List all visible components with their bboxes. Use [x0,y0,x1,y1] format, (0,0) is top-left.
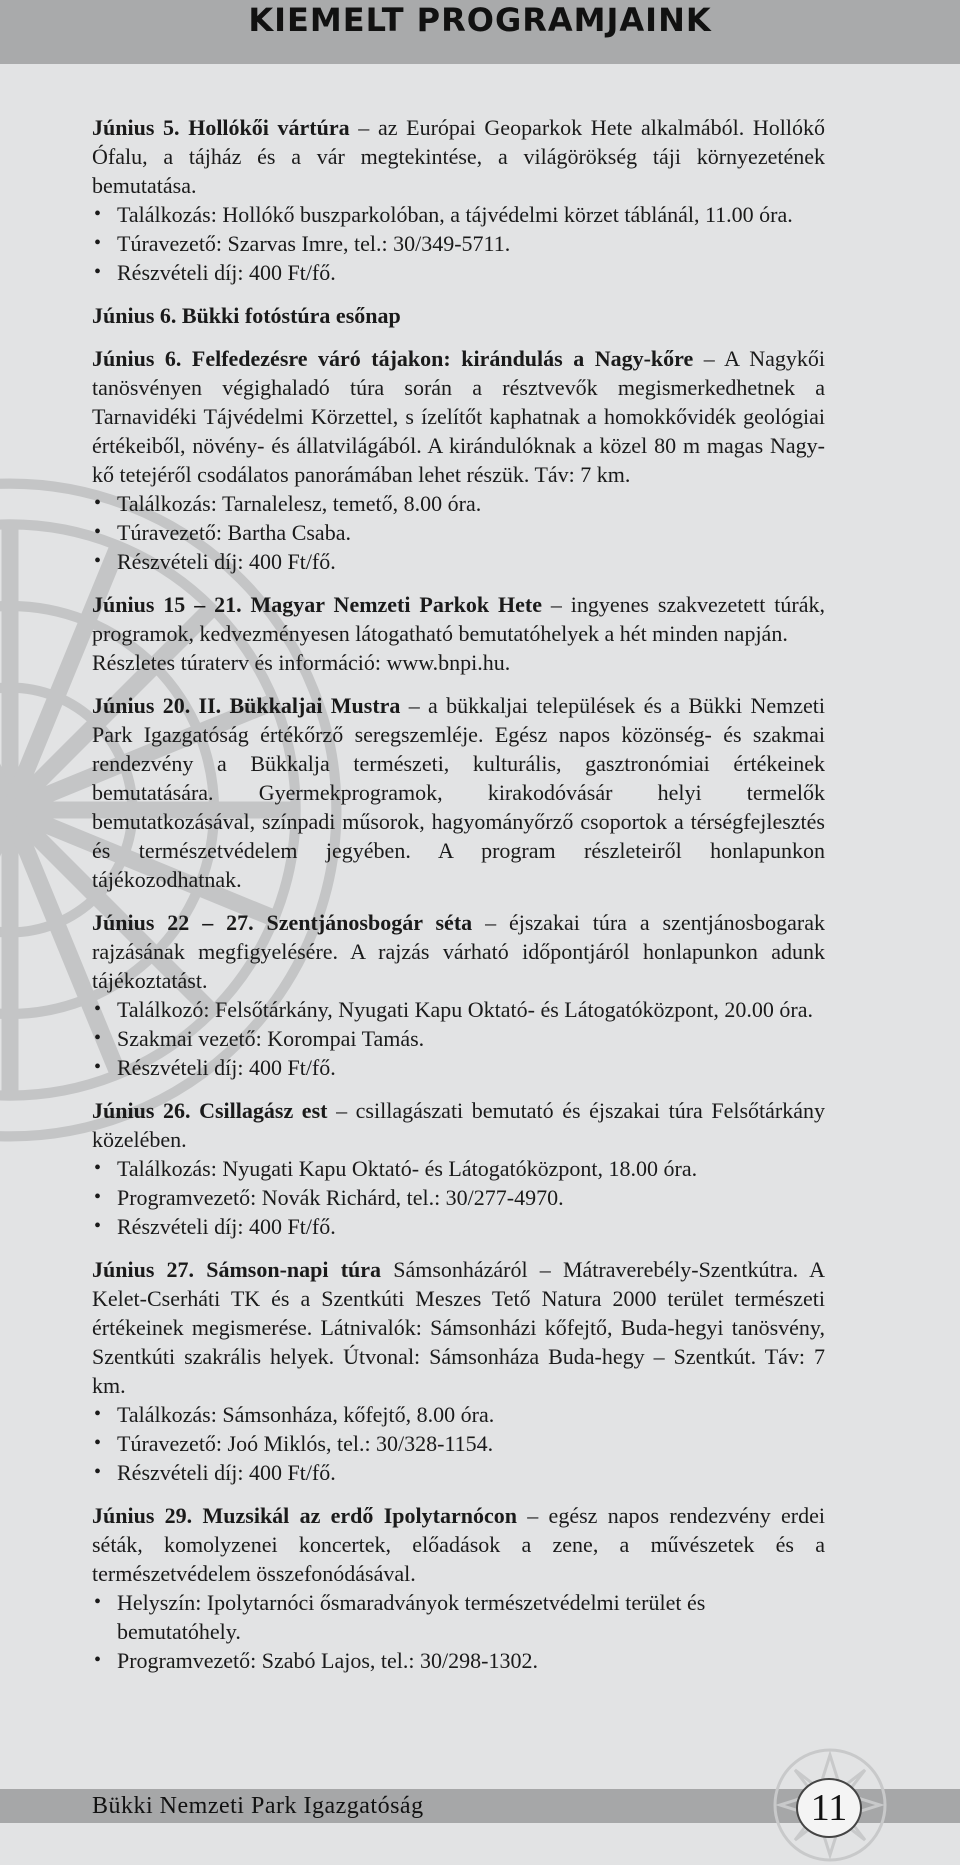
program-entry [92,590,825,677]
program-details [92,995,825,1082]
program-title: Csillagász est [199,1098,328,1123]
detail-item: • Találkozó: Felsőtárkány, Nyugati Kapu Oktató- és Látogatóközpont, 20.00 óra. [92,995,825,1024]
detail-item: • Túravezető: Szarvas Imre, tel.: 30/349-5711. [92,229,825,258]
footer-organization: Bükki Nemzeti Park Igazgatóság [92,1793,424,1819]
program-title: Felfedezésre váró tájakon: kirándulás a Nagy-kőre [191,346,694,371]
program-list [92,113,825,1689]
program-text: – a bükkaljai települések és a Bükki Nemzeti Park Igazgatóság értékőrző seregszemléje. Egész napos közönség- és szakmai rendezvény a Bükkalja természeti, kulturális, gasztronómiai értékeinek bemutatására. Gyermekprogramok, kirakodóvásár helyi termelők bemutatkozásával, színpadi műsorok, hagyományőrző csoportok a térségfejlesztés és természetvédelem jegyében. A program részleteiről honlapunkon tájékozodhatnak. [92,693,825,892]
program-title: Hollókői vártúra [188,115,350,140]
detail-item: • Találkozás: Nyugati Kapu Oktató- és Látogatóközpont, 18.00 óra. [92,1154,825,1183]
program-entry [92,908,825,1082]
program-entry [92,1501,825,1675]
program-description [92,908,825,995]
program-details [92,1588,825,1675]
detail-item: • Részvételi díj: 400 Ft/fő. [92,1053,825,1082]
program-entry [92,344,825,576]
program-title: Muzsikál az erdő Ipolytarnócon [202,1503,517,1528]
program-entry [92,113,825,287]
program-date: Június 26. [92,1098,191,1123]
program-date: Június 6. [92,346,182,371]
detail-item: • Programvezető: Szabó Lajos, tel.: 30/298-1302. [92,1646,825,1675]
program-text: – ingyenes szakvezetett túrák, programok, kedvezményesen látogatható bemutatóhelyek a hét minden napján. [92,592,825,646]
program-text: – csillagászati bemutató és éjszakai túra Felsőtárkány közelében. [92,1098,826,1152]
page-number: 11 [796,1778,862,1838]
detail-item: • Szakmai vezető: Korompai Tamás. [92,1024,825,1053]
detail-item: • Túravezető: Joó Miklós, tel.: 30/328-1154. [92,1429,825,1458]
program-date: Június 29. [92,1503,193,1528]
program-entry [92,301,825,330]
program-date: Június 22 – 27. [92,910,254,935]
detail-item: • Találkozás: Sámsonháza, kőfejtő, 8.00 óra. [92,1400,825,1429]
program-title: II. Bükkaljai Mustra [198,693,401,718]
program-info-link: Részletes túraterv és információ: www.bnpi.hu. [92,650,511,675]
program-title: Magyar Nemzeti Parkok Hete [250,592,542,617]
program-text: – A Nagykői tanösvényen végighaladó túra során a résztvevők megismerkedhetnek a Tarnavidéki Tájvédelmi Körzettel, s ízelítőt kaphatnak a homokkővidék geológiai értékeiből, növény- és állatvilágából. A kirándulóknak a közel 80 m magas Nagy-kő tetejéről csodálatos panorámában lehet részük. Táv: 7 km. [92,346,826,487]
program-text: – éjszakai túra a szentjánosbogarak rajzásának megfigyelésére. A rajzás várható időpontjáról honlapunkon adunk tájékoztatást. [92,910,826,993]
program-details [92,1400,825,1487]
program-text: Sámsonházáról – Mátraverebély-Szentkútra. A Kelet-Cserháti TK és a Szentkúti Meszes Tető Natura 2000 terület természeti értékeinek megismerése. Látnivalók: Sámsonházi kőfejtő, Buda-hegyi tanösvény, Szentkúti szakrális helyek. Útvonal: Sámsonháza Buda-hegy – Szentkút. Táv: 7 km. [92,1257,826,1398]
program-date: Június 6. [92,303,177,328]
program-description [92,301,825,330]
program-description [92,1501,825,1588]
detail-item: • Részvételi díj: 400 Ft/fő. [92,1212,825,1241]
program-entry [92,691,825,894]
program-details [92,489,825,576]
program-title: Szentjánosbogár séta [266,910,473,935]
program-description [92,691,825,894]
program-date: Június 20. [92,693,191,718]
detail-item: • Találkozás: Tarnalelesz, temető, 8.00 óra. [92,489,825,518]
program-description [92,344,825,489]
detail-item: • Részvételi díj: 400 Ft/fő. [92,1458,825,1487]
program-description [92,590,825,648]
detail-item: • Helyszín: Ipolytarnóci ősmaradványok természetvédelmi terület és bemutatóhely. [92,1588,825,1646]
program-entry [92,1096,825,1241]
program-description [92,113,825,200]
detail-item: • Túravezető: Bartha Csaba. [92,518,825,547]
detail-item: • Programvezető: Novák Richárd, tel.: 30/277-4970. [92,1183,825,1212]
program-text: – egész napos rendezvény erdei séták, komolyzenei koncertek, előadások a zene, a művészetek és a természetvédelem összefonódásával. [92,1503,825,1586]
program-title: Bükki fotóstúra esőnap [181,303,401,328]
program-date: Június 27. [92,1257,195,1282]
program-title: Sámson-napi túra [206,1257,382,1282]
program-details [92,1154,825,1241]
detail-item: • Találkozás: Hollókő buszparkolóban, a tájvédelmi körzet táblánál, 11.00 óra. [92,200,825,229]
program-text: – az Európai Geoparkok Hete alkalmából. Hollókő Ófalu, a tájház és a vár megtekintése, a világörökség táji környezetének bemutatása. [92,115,826,198]
program-entry [92,1255,825,1487]
program-description [92,1096,825,1154]
program-date: Június 5. [92,115,180,140]
program-details [92,200,825,287]
detail-item: • Részvételi díj: 400 Ft/fő. [92,547,825,576]
program-description [92,1255,825,1400]
page-title: KIEMELT PROGRAMJAINK [248,1,712,39]
detail-item: • Részvételi díj: 400 Ft/fő. [92,258,825,287]
program-date: Június 15 – 21. [92,592,242,617]
